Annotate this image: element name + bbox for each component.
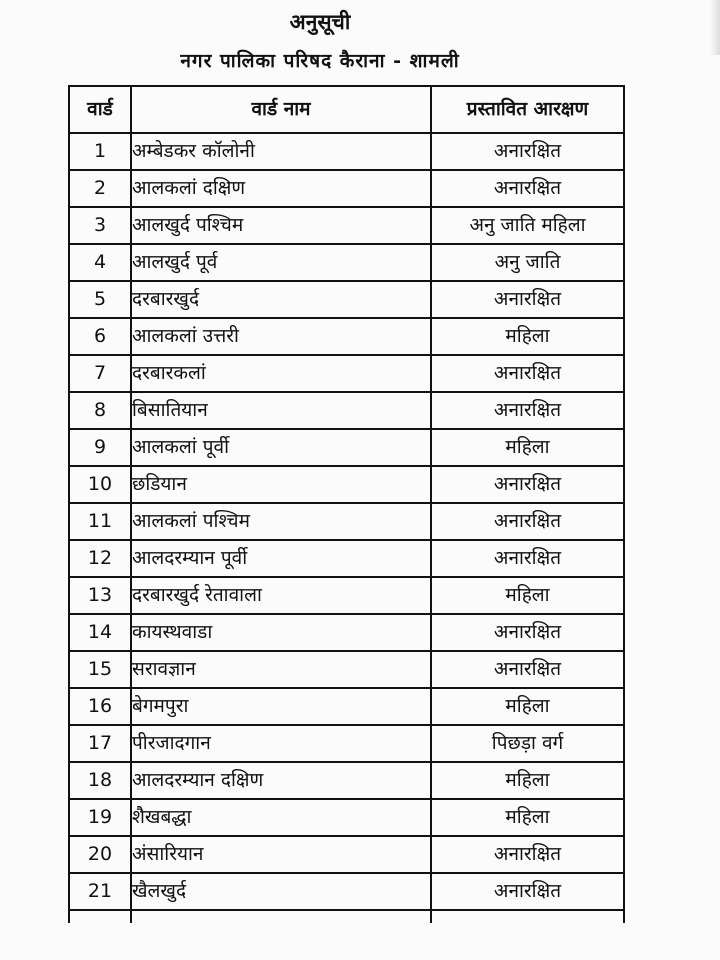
- ward-number-cell: 20: [69, 836, 131, 873]
- reservation-cell: महिला: [431, 318, 624, 355]
- table-row: [69, 762, 624, 799]
- ward-number-cell: 19: [69, 799, 131, 836]
- table-row: [69, 651, 624, 688]
- reservation-cell: अनारक्षित: [431, 651, 624, 688]
- ward-number-cell: 4: [69, 244, 131, 281]
- table-row: [69, 207, 624, 244]
- ward-number-cell: 1: [69, 133, 131, 170]
- ward-number-cell: 5: [69, 281, 131, 318]
- ward-name-cell: दरबारखुर्द: [131, 281, 431, 318]
- table-row: [69, 799, 624, 836]
- reservation-cell: महिला: [431, 688, 624, 725]
- table-row: [69, 725, 624, 762]
- table-row: [69, 503, 624, 540]
- ward-number-cell: 12: [69, 540, 131, 577]
- table-row: [69, 318, 624, 355]
- ward-name-cell: आलखुर्द पूर्व: [131, 244, 431, 281]
- ward-name-cell: खैलखुर्द: [131, 873, 431, 910]
- ward-number-cell: 2: [69, 170, 131, 207]
- ward-name-cell: आलकलां पूर्वी: [131, 429, 431, 466]
- table-row: [69, 355, 624, 392]
- reservation-cell: महिला: [431, 762, 624, 799]
- table-row: [69, 466, 624, 503]
- table-row: [69, 281, 624, 318]
- ward-number-cell: 21: [69, 873, 131, 910]
- reservation-cell: अनारक्षित: [431, 503, 624, 540]
- table-row: [69, 540, 624, 577]
- document-title: अनुसूची: [289, 10, 351, 34]
- reservation-cell: अनु जाति महिला: [431, 207, 624, 244]
- header-ward-name: वार्ड नाम: [131, 86, 431, 133]
- ward-name-cell: आलदरम्यान पूर्वी: [131, 540, 431, 577]
- table-row: [69, 429, 624, 466]
- reservation-cell: अनारक्षित: [431, 392, 624, 429]
- ward-number-cell: 7: [69, 355, 131, 392]
- table-header-row: [69, 86, 624, 133]
- ward-number-cell: 3: [69, 207, 131, 244]
- ward-number-cell: 10: [69, 466, 131, 503]
- ward-name-cell: पीरजादगान: [131, 725, 431, 762]
- ward-number-cell: 8: [69, 392, 131, 429]
- reservation-cell: अनु जाति: [431, 244, 624, 281]
- ward-number-cell: 16: [69, 688, 131, 725]
- ward-number-cell: 15: [69, 651, 131, 688]
- table-row: [69, 133, 624, 170]
- ward-name-cell: आलकलां उत्तरी: [131, 318, 431, 355]
- table-row: [69, 244, 624, 281]
- reservation-cell: पिछड़ा वर्ग: [431, 725, 624, 762]
- table-body: [69, 133, 624, 923]
- ward-name-cell: बिसातियान: [131, 392, 431, 429]
- reservation-cell: अनारक्षित: [431, 873, 624, 910]
- table-row: [69, 836, 624, 873]
- reservation-cell: अनारक्षित: [431, 355, 624, 392]
- reservation-cell: अनारक्षित: [431, 540, 624, 577]
- page-edge-shadow: [710, 0, 720, 55]
- ward-name-cell: दरबारखुर्द रेतावाला: [131, 577, 431, 614]
- ward-name-cell: छडियान: [131, 466, 431, 503]
- reservation-cell: महिला: [431, 799, 624, 836]
- ward-name-cell: आलकलां पश्चिम: [131, 503, 431, 540]
- ward-name-cell: बेगमपुरा: [131, 688, 431, 725]
- table-row: [69, 614, 624, 651]
- ward-name-cell: सरावज्ञान: [131, 651, 431, 688]
- ward-name-cell: कायस्थवाडा: [131, 614, 431, 651]
- cutoff-cell: [131, 910, 431, 923]
- table-row: [69, 392, 624, 429]
- reservation-cell: अनारक्षित: [431, 614, 624, 651]
- ward-name-cell: आलदरम्यान दक्षिण: [131, 762, 431, 799]
- ward-number-cell: 18: [69, 762, 131, 799]
- ward-number-cell: 17: [69, 725, 131, 762]
- table-row: [69, 688, 624, 725]
- ward-number-cell: 14: [69, 614, 131, 651]
- ward-name-cell: अंसारियान: [131, 836, 431, 873]
- reservation-cell: अनारक्षित: [431, 281, 624, 318]
- ward-number-cell: 13: [69, 577, 131, 614]
- reservation-cell: अनारक्षित: [431, 836, 624, 873]
- table-row: [69, 577, 624, 614]
- reservation-cell: महिला: [431, 429, 624, 466]
- ward-name-cell: शैेखबद्धा: [131, 799, 431, 836]
- ward-number-cell: 9: [69, 429, 131, 466]
- ward-number-cell: 6: [69, 318, 131, 355]
- cutoff-cell: [69, 910, 131, 923]
- reservation-cell: अनारक्षित: [431, 466, 624, 503]
- ward-name-cell: आलखुर्द पश्चिम: [131, 207, 431, 244]
- reservation-cell: अनारक्षित: [431, 133, 624, 170]
- header-proposed-reservation: प्रस्तावित आरक्षण: [431, 86, 624, 133]
- table-row: [69, 170, 624, 207]
- reservation-cell: अनारक्षित: [431, 170, 624, 207]
- ward-name-cell: अम्बेडकर कॉलोनी: [131, 133, 431, 170]
- cutoff-cell: [431, 910, 624, 923]
- table-row-cutoff: [69, 910, 624, 923]
- ward-name-cell: दरबारकलां: [131, 355, 431, 392]
- ward-name-cell: आलकलां दक्षिण: [131, 170, 431, 207]
- document-subtitle: नगर पालिका परिषद कैराना - शामली: [180, 50, 460, 72]
- ward-number-cell: 11: [69, 503, 131, 540]
- ward-reservation-table: [68, 85, 625, 923]
- header-ward-number: वार्ड: [69, 86, 131, 133]
- reservation-cell: महिला: [431, 577, 624, 614]
- table-row: [69, 873, 624, 910]
